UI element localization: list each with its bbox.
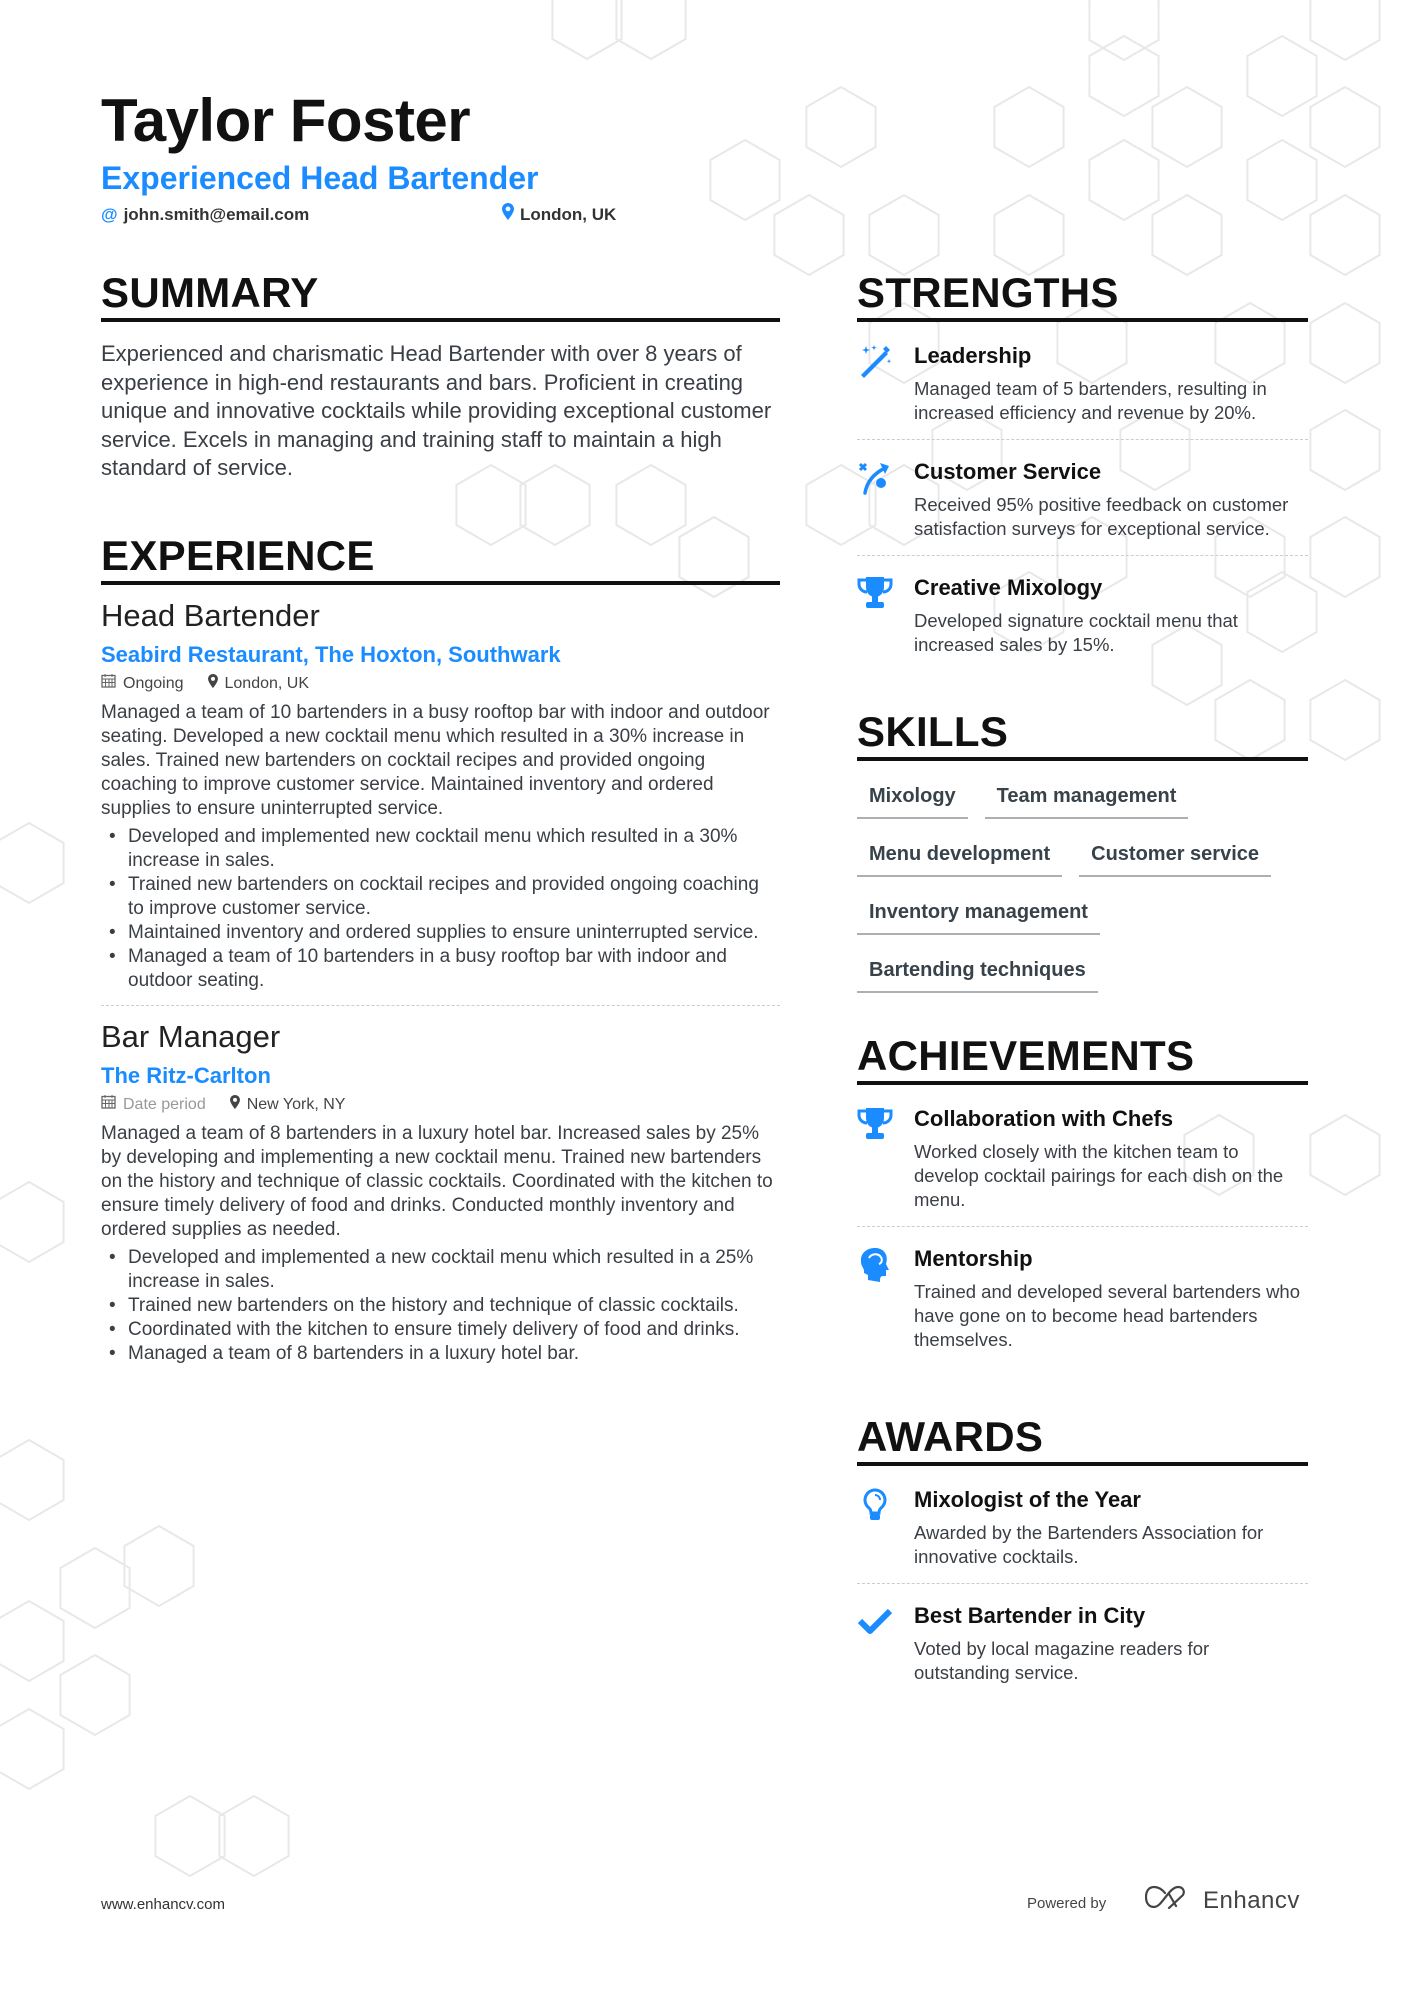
bullet-item: • Managed a team of 10 bartenders in a busy rooftop bar with indoor and outdoor seating. [101,945,780,993]
skills-section [857,707,1308,993]
enhancv-brand-text: Enhancv [1203,1886,1300,1914]
achievements-heading: ACHIEVEMENTS [857,1031,1308,1085]
hexagon-shape [710,140,779,220]
experience-section [101,531,780,1378]
achievement-title: Mentorship [914,1246,1033,1271]
hexagon-shape [1310,303,1379,383]
hexagon-shape [60,1655,129,1735]
trophy-icon [857,574,914,657]
strength-body [914,574,1308,657]
candidate-name: Taylor Foster [101,87,471,154]
hexagon-shape [994,195,1063,275]
strength-item [857,440,1308,556]
checkmark-icon [857,1602,914,1685]
hexagon-shape [806,87,875,167]
bullet-item: • Maintained inventory and ordered supplies to ensure uninterrupted service. [101,921,780,945]
skills-heading: SKILLS [857,707,1308,761]
job-date [101,1094,206,1116]
hexagon-shape [60,1548,129,1628]
job-date [101,673,184,695]
job-description: Managed a team of 8 bartenders in a luxury hotel bar. Increased sales by 25% by developing and implementing a new cocktail menu. Trained new bartenders on the history and technique of classic cocktails. Coordinated with the kitchen to ensure timely delivery of food and drinks. Conducted monthly inventory and ordered supplies as needed. [101,1122,773,1240]
strength-description: Received 95% positive feedback on customer satisfaction surveys for exceptional service. [914,494,1289,539]
powered-by-label: Powered by [1027,1895,1107,1912]
company-name[interactable]: Seabird Restaurant, The Hoxton, Southwark [101,641,561,667]
award-description: Awarded by the Bartenders Association for innovative cocktails. [914,1522,1264,1567]
hexagon-shape [552,0,621,59]
achievement-title: Collaboration with Chefs [914,1106,1174,1131]
bullet-item: • Developed and implemented a new cocktail menu which resulted in a 25% increase in sales. [101,1246,780,1294]
strength-description: Managed team of 5 bartenders, resulting in increased efficiency and revenue by 20%. [914,378,1267,423]
hexagon-shape [0,1709,64,1789]
skill-tag: Customer service [1079,841,1271,877]
award-description: Voted by local magazine readers for outstanding service. [914,1638,1210,1683]
strength-description: Developed signature cocktail menu that increased sales by 15%. [914,610,1238,655]
award-body [914,1486,1308,1569]
hexagon-shape [616,0,685,59]
award-title: Mixologist of the Year [914,1487,1141,1512]
summary-section [101,268,780,483]
job-date-text: Date period [123,1095,206,1113]
bullet-item: • Managed a team of 8 bartenders in a luxury hotel bar. [101,1342,780,1366]
enhancv-logo-icon [1145,1885,1191,1916]
strengths-section [857,268,1308,671]
achievement-body [914,1105,1308,1212]
hexagon-shape [1247,36,1316,116]
job-location [230,1094,346,1116]
hexagon-shape [0,1182,64,1262]
job-meta [101,1094,780,1116]
hexagon-shape [869,195,938,275]
job-bullets [101,1246,780,1366]
summary-heading: SUMMARY [101,268,780,322]
bullet-item: • Coordinated with the kitchen to ensure timely delivery of food and drinks. [101,1318,780,1342]
hexagon-shape [1089,140,1158,220]
award-item [857,1584,1308,1699]
hexagon-shape [1310,0,1379,60]
hexagon-shape [124,1526,193,1606]
job-description: Managed a team of 10 bartenders in a busy rooftop bar with indoor and outdoor seating. Developed a new cocktail menu which resulted in a 30% increase in sales. Trained new bartenders on cocktail recipes and provided ongoing coaching to improve customer service. Maintained inventory and ordered supplies to ensure uninterrupted service. [101,701,770,819]
achievement-item [857,1227,1308,1366]
skill-tag: Menu development [857,841,1062,877]
at-sign-icon: @ [101,205,118,224]
footer-website-link[interactable]: www.enhancv.com [101,1896,225,1913]
hexagon-shape [0,1440,64,1520]
hexagon-shape [1089,36,1158,116]
strength-body [914,458,1308,541]
strength-body [914,342,1308,425]
strength-title: Leadership [914,343,1032,368]
award-item [857,1466,1308,1584]
award-body [914,1602,1308,1685]
enhancv-logo[interactable] [1145,1885,1300,1916]
magic-wand-icon [857,342,914,425]
hexagon-shape [1310,87,1379,167]
location-pin-icon [502,203,514,227]
experience-heading: EXPERIENCE [101,531,780,585]
job-title: Bar Manager [101,1018,281,1054]
achievement-item [857,1085,1308,1227]
hexagon-shape [155,1796,224,1876]
candidate-title: Experienced Head Bartender [101,160,539,196]
hexagon-shape [1152,87,1221,167]
location-text: London, UK [520,205,617,224]
left-column [101,268,780,1378]
hexagon-shape [994,87,1063,167]
skill-tag: Inventory management [857,899,1100,935]
hexagon-shape [1310,680,1379,760]
lightbulb-icon [857,1486,914,1569]
hexagon-shape [774,195,843,275]
job-entry [101,597,780,1006]
award-title: Best Bartender in City [914,1603,1146,1628]
skill-tag: Bartending techniques [857,957,1098,993]
strength-title: Customer Service [914,459,1102,484]
achievement-description: Trained and developed several bartenders who have gone on to become head bartenders themselves. [914,1281,1301,1350]
contact-location [502,203,616,227]
skill-tag: Team management [985,783,1189,819]
hexagon-shape [1310,195,1379,275]
head-brain-icon [857,1245,914,1352]
skill-tag: Mixology [857,783,968,819]
hexagon-shape [0,823,64,903]
contact-email[interactable] [101,203,309,227]
location-pin-icon [230,1094,240,1116]
strengths-heading: STRENGTHS [857,268,1308,322]
hexagon-shape [1310,410,1379,490]
achievement-description: Worked closely with the kitchen team to develop cocktail pairings for each dish on the menu. [914,1141,1284,1210]
awards-section [857,1412,1308,1699]
strength-item [857,322,1308,440]
job-date-text: Ongoing [123,674,184,692]
company-name[interactable]: The Ritz-Carlton [101,1062,271,1088]
trophy-icon [857,1105,914,1212]
calendar-icon [101,673,116,695]
job-meta [101,673,780,695]
strength-item [857,556,1308,671]
strength-title: Creative Mixology [914,575,1103,600]
job-location-text: London, UK [224,674,310,692]
job-entry [101,1018,780,1378]
hexagon-shape [1247,140,1316,220]
hexagon-shape [1310,1115,1379,1195]
summary-text: Experienced and charismatic Head Bartender with over 8 years of experience in high-end restaurants and bars. Proficient in creating unique and innovative cocktails while providing exceptional customer service. Excels in managing and training staff to maintain a high standard of service. [101,341,772,481]
hexagon-shape [1152,195,1221,275]
hexagon-shape [1310,517,1379,597]
strategy-icon [857,458,914,541]
achievements-section [857,1031,1308,1366]
hexagon-shape [219,1796,288,1876]
hexagon-shape [0,1601,64,1681]
calendar-icon [101,1094,116,1116]
job-bullets [101,825,780,993]
achievement-body [914,1245,1308,1352]
bullet-item: • Developed and implemented new cocktail menu which resulted in a 30% increase in sales. [101,825,780,873]
job-title: Head Bartender [101,597,320,633]
location-pin-icon [208,673,218,695]
awards-heading: AWARDS [857,1412,1308,1466]
bullet-item: • Trained new bartenders on cocktail recipes and provided ongoing coaching to improve customer service. [101,873,780,921]
bullet-item: • Trained new bartenders on the history and technique of classic cocktails. [101,1294,780,1318]
right-column [857,268,1308,1699]
job-location [208,673,310,695]
job-location-text: New York, NY [246,1095,346,1113]
email-text: john.smith@email.com [123,205,310,224]
